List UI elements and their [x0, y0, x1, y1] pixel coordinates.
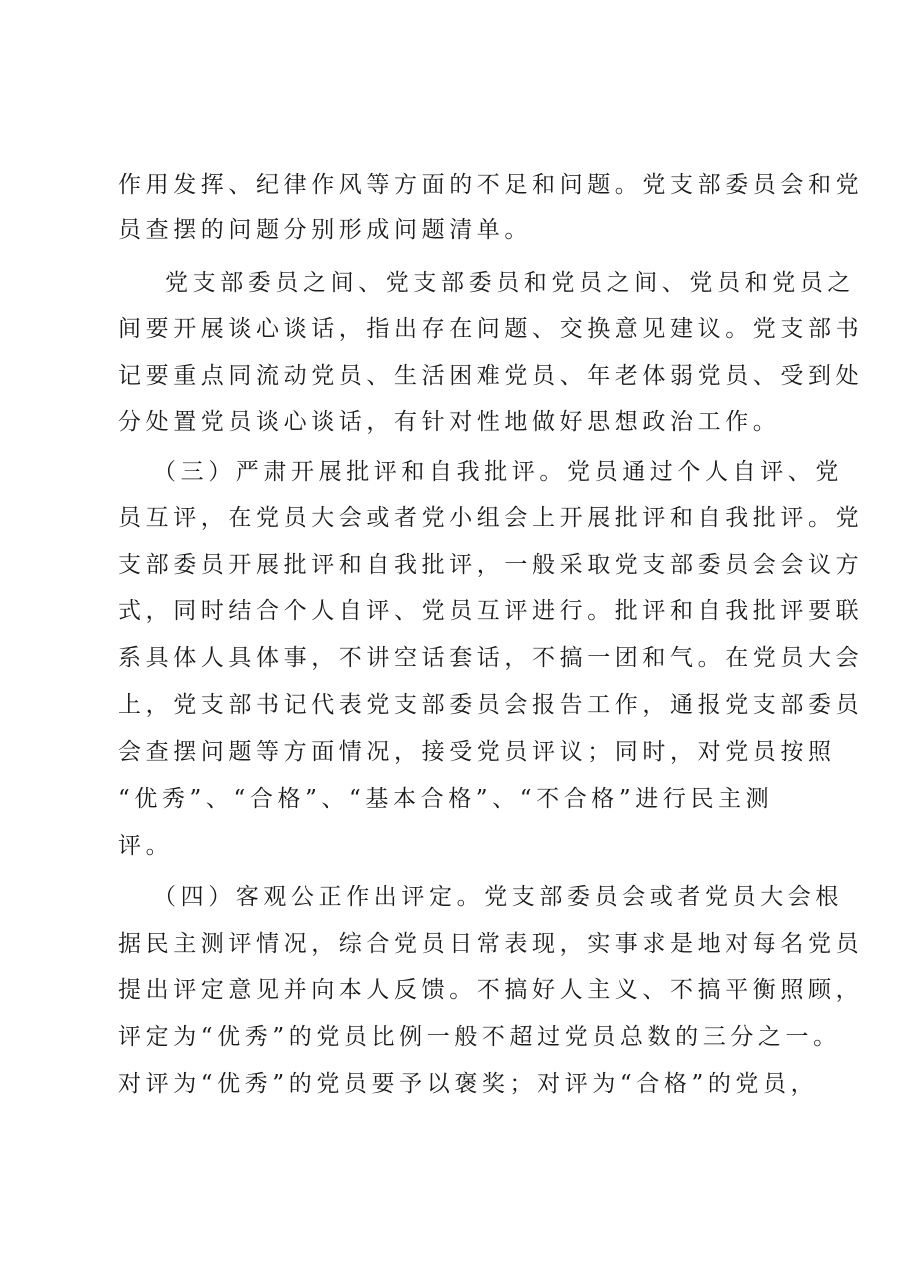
text-line: “优秀”、“合格”、“基本合格”、“不合格”进行民主测 [118, 786, 774, 812]
text-line: 对评为“优秀”的党员要予以褒奖；对评为“合格”的党员， [118, 1071, 819, 1097]
text-line: 员查摆的问题分别形成问题清单。 [118, 217, 532, 243]
text-line: （三）严肃开展批评和自我批评。党员通过个人自评、党 [153, 459, 843, 485]
text-line: 作用发挥、纪律作风等方面的不足和问题。党支部委员会和党 [118, 172, 864, 198]
text-line: 分处置党员谈心谈话，有针对性地做好思想政治工作。 [118, 409, 781, 435]
text-line: 提出评定意见并向本人反馈。不搞好人主义、不搞平衡照顾， [118, 977, 864, 1003]
text-line: 评。 [118, 833, 174, 859]
text-line: 会查摆问题等方面情况，接受党员评议；同时，对党员按照 [118, 739, 836, 765]
text-line: 间要开展谈心谈话，指出存在问题、交换意见建议。党支部书 [118, 316, 864, 342]
text-line: 员互评，在党员大会或者党小组会上开展批评和自我批评。党 [118, 505, 864, 531]
text-line: 支部委员开展批评和自我批评，一般采取党支部委员会会议方 [118, 552, 864, 578]
text-line: 记要重点同流动党员、生活困难党员、年老体弱党员、受到处 [118, 363, 864, 389]
text-line: 上，党支部书记代表党支部委员会报告工作，通报党支部委员 [118, 692, 864, 718]
text-line: 评定为“优秀”的党员比例一般不超过党员总数的三分之一。 [118, 1024, 841, 1050]
text-line: 系具体人具体事，不讲空话套话，不搞一团和气。在党员大会 [118, 645, 864, 671]
text-line: 党支部委员之间、党支部委员和党员之间、党员和党员之 [165, 270, 855, 296]
text-line: 式，同时结合个人自评、党员互评进行。批评和自我批评要联 [118, 598, 864, 624]
text-line: 据民主测评情况，综合党员日常表现，实事求是地对每名党员 [118, 931, 864, 957]
text-line: （四）客观公正作出评定。党支部委员会或者党员大会根 [153, 884, 843, 910]
